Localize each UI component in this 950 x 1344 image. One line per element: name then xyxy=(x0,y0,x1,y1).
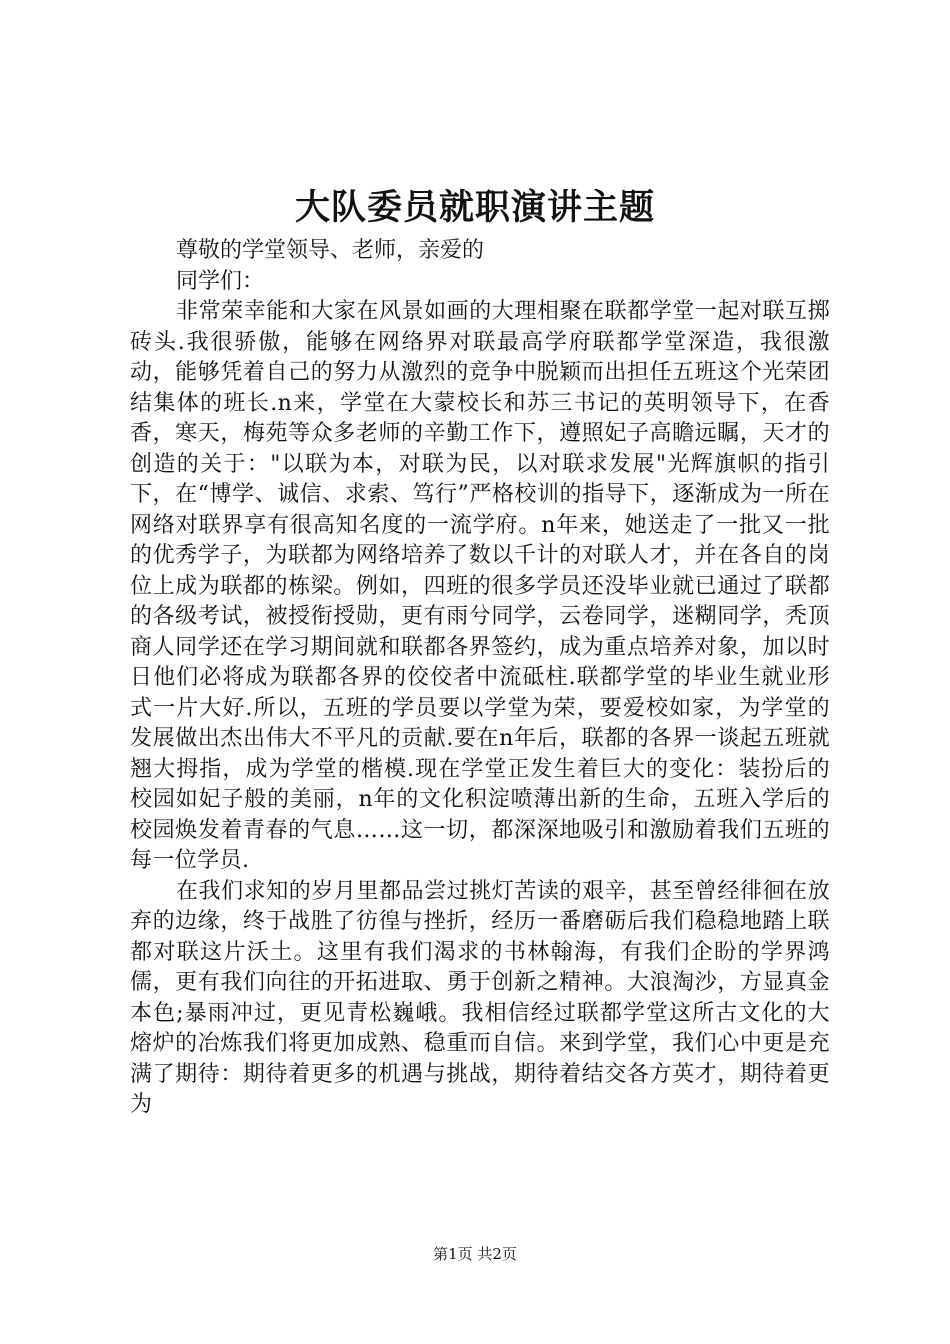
body-paragraph: 在我们求知的岁月里都品尝过挑灯苦读的艰辛，甚至曾经徘徊在放弃的边缘，终于战胜了彷徨与挫折，经历一番磨砺后我们稳稳地踏上联都对联这片沃土。这里有我们渴求的书林翰海，有我们企盼的学界鸿儒，更有我们向往的开拓进取、勇于创新之精神。大浪淘沙，方显真金本色;暴雨冲过，更见青松巍峨。我相信经过联都学堂这所古文化的大熔炉的冶炼我们将更加成熟、稳重而自信。来到学堂，我们心中更是充满了期待：期待着更多的机遇与挑战，期待着结交各方英才，期待着更为 xyxy=(130,878,830,1117)
document-title: 大队委员就职演讲主题 xyxy=(294,187,655,228)
body-paragraph: 非常荣幸能和大家在风景如画的大理相聚在联都学堂一起对联互掷砖头.我很骄傲，能够在网络界对联最高学府联都学堂深造，我很激动，能够凭着自己的努力从激烈的竞争中脱颖而出担任五班这个光荣团结集体的班长.n来，学堂在大蒙校长和苏三书记的英明领导下，在香香，寒天，梅苑等众多老师的辛勤工作下，遵照妃子高瞻远瞩，天才的创造的关于："以联为本，对联为民，以对联求发展"光辉旗帜的指引下，在“博学、诚信、求索、笃行”严格校训的指导下，逐渐成为一所在网络对联界享有很高知名度的一流学府。n年来，她送走了一批又一批的优秀学子，为联都为网络培养了数以千计的对联人才，并在各自的岗位上成为联都的栋梁。例如，四班的很多学员还没毕业就已通过了联都的各级考试，被授衔授勋，更有雨兮同学，云卷同学，迷糊同学，秃顶商人同学还在学习期间就和联都各界签约，成为重点培养对象，加以时日他们必将成为联都各界的佼佼者中流砥柱.联都学堂的毕业生就业形式一片大好.所以，五班的学员要以学堂为荣，要爱校如家，为学堂的发展做出杰出伟大不平凡的贡献.要在n年后，联都的各界一谈起五班就翘大拇指，成为学堂的楷模.现在学堂正发生着巨大的变化：装扮后的校园如妃子般的美丽，n年的文化积淀喷薄出新的生命，五班入学后的校园焕发着青春的气息……这一切，都深深地吸引和激励着我们五班的每一位学员. xyxy=(130,299,830,873)
document-body xyxy=(130,236,830,1121)
greeting-line: 尊敬的学堂领导、老师，亲爱的 xyxy=(176,238,485,263)
greeting-line: 同学们： xyxy=(176,268,265,294)
page-footer: 第1页 共2页 xyxy=(433,1245,517,1263)
